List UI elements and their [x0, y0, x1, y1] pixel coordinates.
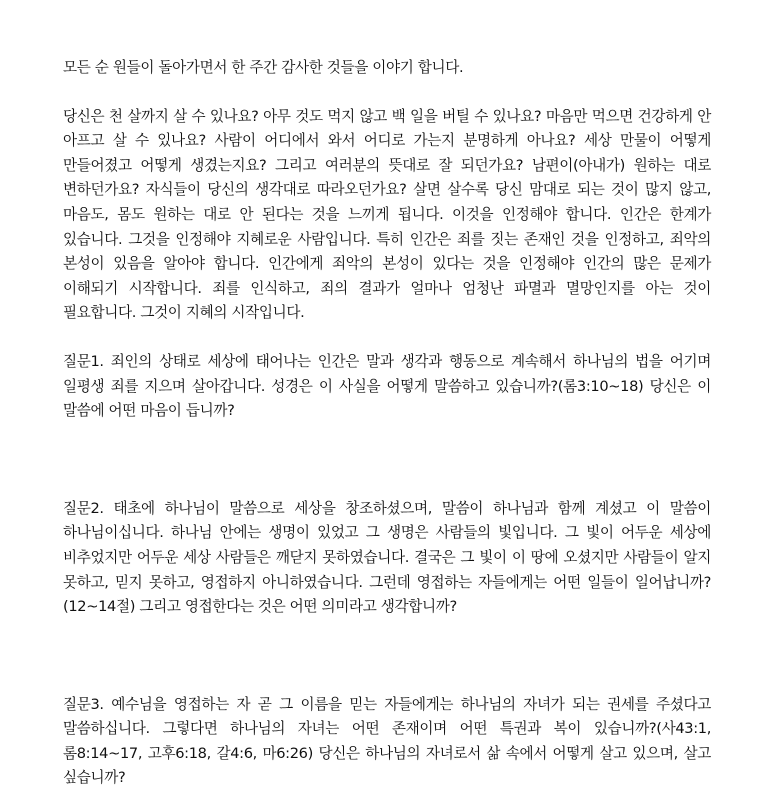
question-3-paragraph: 질문3. 예수님을 영접하는 자 곧 그 이름을 믿는 자들에게는 하나님의 자녀가 되는 권세를 주셨다고 말씀하십니다. 그렇다면 하나님의 자녀는 어떤 존재이며 어떤 특권과 복이 있습니까?(사43:1, 롬8:14~17, 고후6:18, 갈4:6, 마6:26) 당신은 하나님의 자녀로서 삶 속에서 어떻게 살고 있으며, 살고 싶습니까?	[63, 695, 711, 787]
body-paragraph: 당신은 천 살까지 살 수 있나요? 아무 것도 먹지 않고 백 일을 버틸 수 있나요? 마음만 먹으면 건강하게 안 아프고 살 수 있나요? 사람이 어디에서 와서 어디로 가는지 분명하게 아나요? 세상 만물이 어떻게 만들어졌고 어떻게 생겼는지요? 그리고 여러분의 뜻대로 잘 되던가요? 남편이(아내가) 원하는 대로 변하던가요? 자식들이 당신의 생각대로 따라오던가요? 살면 살수록 당신 맘대로 되는 것이 많지 않고, 마음도, 몸도 원하는 대로 안 된다는 것을 느끼게 됩니다. 이것을 인정해야 합니다. 인간은 한계가 있습니다. 그것을 인정해야 지혜로운 사람입니다. 특히 인간은 죄를 짓는 존재인 것을 인정하고, 죄악의 본성이 있음을 알아야 합니다. 인간에게 죄악의 본성이 있다는 것을 인정해야 인간의 많은 문제가 이해되기 시작합니다. 죄를 인식하고, 죄의 결과가 얼마나 엄청난 파멸과 멸망인지를 아는 것이 필요합니다. 그것이 지혜의 시작입니다.	[63, 107, 711, 322]
question-1-paragraph: 질문1. 죄인의 상태로 세상에 태어나는 인간은 말과 생각과 행동으로 계속해서 하나님의 법을 어기며 일평생 죄를 지으며 살아갑니다. 성경은 이 사실을 어떻게 말씀하고 있습니까?(롬3:10~18) 당신은 이 말씀에 어떤 마음이 듭니까?	[63, 352, 711, 420]
document-page	[63, 56, 711, 791]
question-2-paragraph: 질문2. 태초에 하나님이 말씀으로 세상을 창조하셨으며, 말씀이 하나님과 함께 계셨고 이 말씀이 하나님이십니다. 하나님 안에는 생명이 있었고 그 생명은 사람들의 빛입니다. 그 빛이 어두운 세상에 비추었지만 어두운 세상 사람들은 깨닫지 못하였습니다. 결국은 그 빛이 이 땅에 오셨지만 사람들이 알지 못하고, 믿지 못하고, 영접하지 아니하였습니다. 그런데 영접하는 자들에게는 어떤 일들이 일어납니까?(12~14절) 그리고 영접한다는 것은 어떤 의미라고 생각합니까?	[63, 499, 711, 616]
intro-paragraph: 모든 순 원들이 돌아가면서 한 주간 감사한 것들을 이야기 합니다.	[63, 59, 464, 76]
